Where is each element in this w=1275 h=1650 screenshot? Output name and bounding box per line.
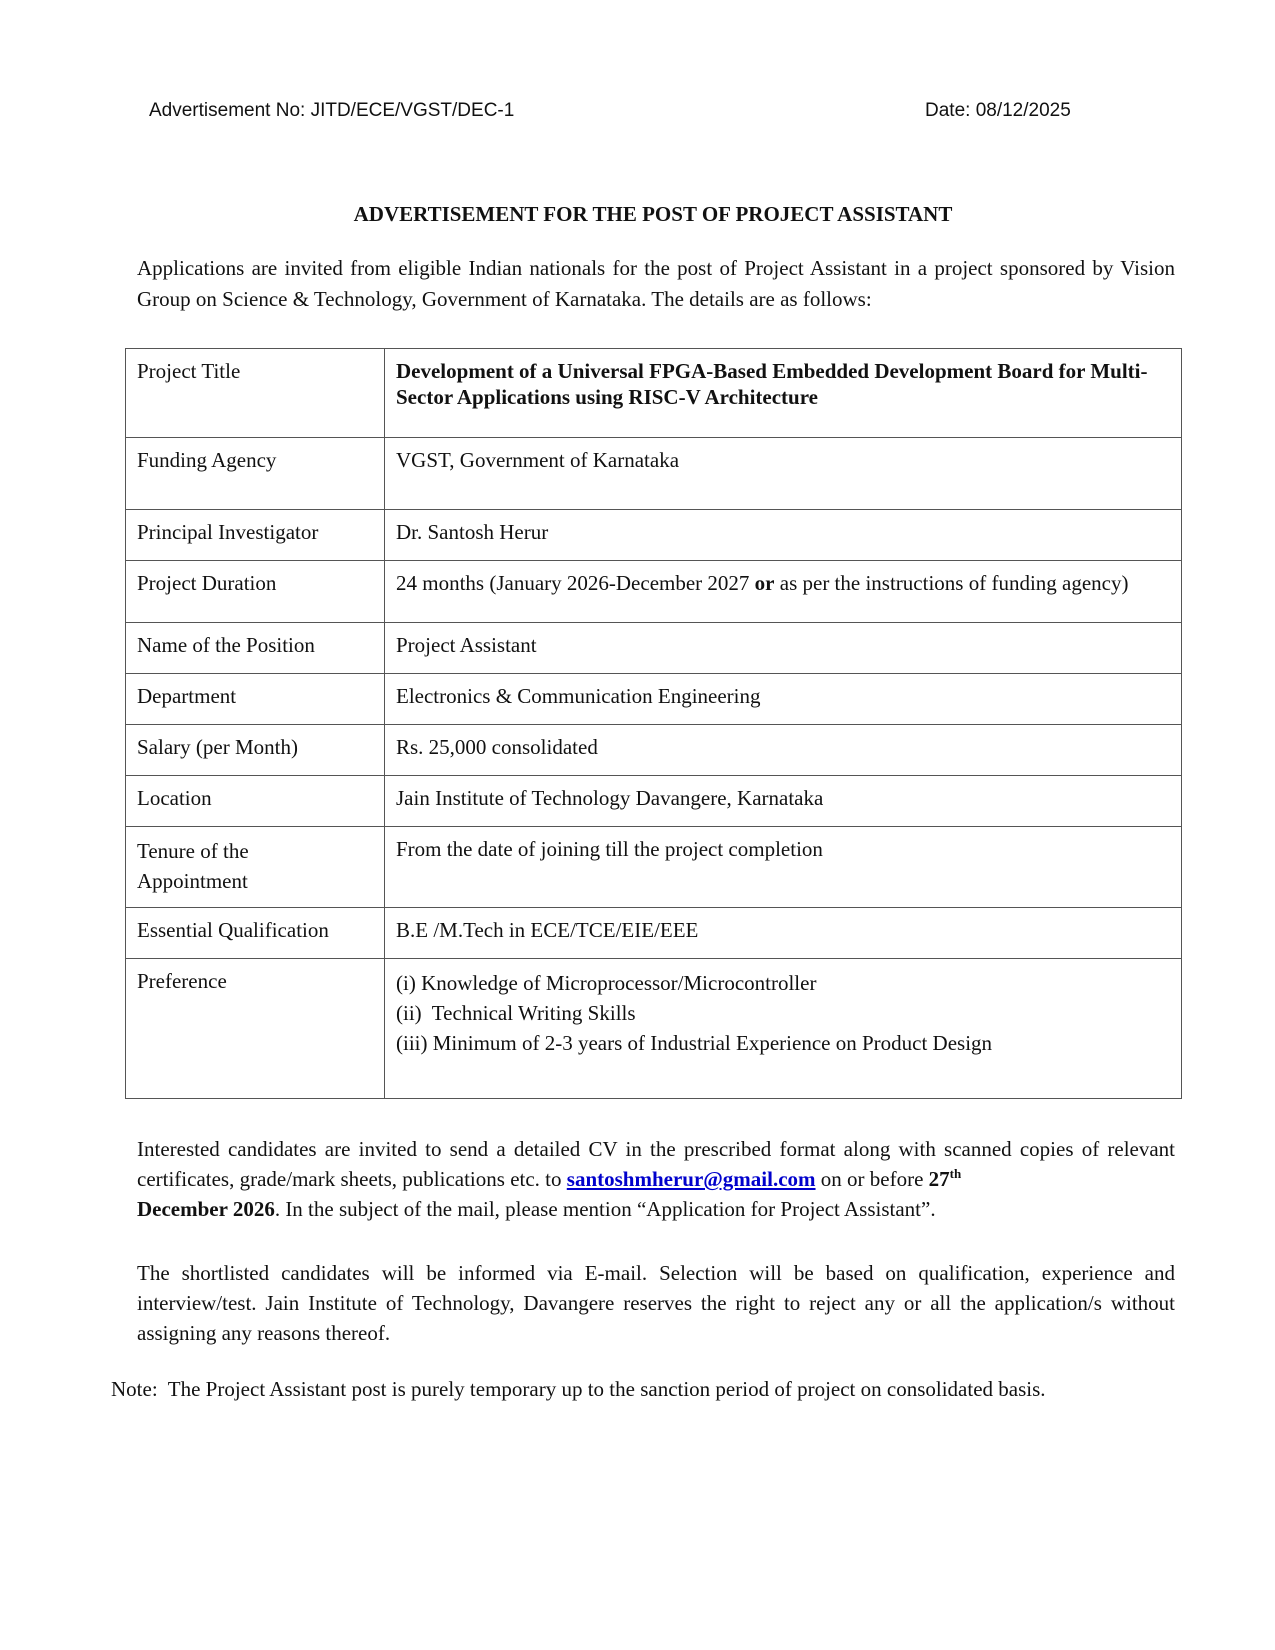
note: Note: The Project Assistant post is purely temporary up to the sanction period of project on consolidated basis. [111,1377,1046,1401]
table-row [126,510,1182,561]
table-row [126,561,1182,623]
deadline-day-number: 27 [928,1167,950,1191]
label-funding-agency: Funding Agency [126,438,385,510]
label-position: Name of the Position [126,623,385,674]
email-link[interactable]: santoshmherur@gmail.com [566,1167,816,1191]
value-position: Project Assistant [385,623,1182,674]
tenure-label-line-2: Appointment [137,869,248,893]
table-row [126,349,1182,438]
value-qualification: B.E /M.Tech in ECE/TCE/EIE/EEE [385,908,1182,959]
table-row [126,725,1182,776]
intro-paragraph: Applications are invited from eligible Indian nationals for the post of Project Assistant in a project sponsored by Vision Group on Science & Technology, Government of Karnataka. The details are as follows: [137,256,1175,311]
preference-item: (iii) Minimum of 2-3 years of Industrial Experience on Product Design [396,1031,993,1055]
value-funding-agency: VGST, Government of Karnataka [385,438,1182,510]
value-tenure: From the date of joining till the project completion [385,827,1182,908]
duration-text: 24 months (January 2026-December 2027 [396,571,755,595]
deadline-day [929,1167,962,1191]
table-row [126,827,1182,908]
value-principal-investigator: Dr. Santosh Herur [385,510,1182,561]
label-project-title: Project Title [126,349,385,438]
value-preference [385,959,1182,1099]
details-table [125,348,1182,1099]
advertisement-number: Advertisement No: JITD/ECE/VGST/DEC-1 [149,100,515,121]
preference-item: (i) Knowledge of Microprocessor/Microcontroller [396,971,817,995]
value-project-title [385,349,1182,438]
value-project-duration [385,561,1182,623]
selection-paragraph: The shortlisted candidates will be informed via E-mail. Selection will be based on qualification, experience and interview/test. Jain Institute of Technology, Davangere reserves the right to reject any or all the application/s without assigning any reasons thereof. [137,1261,1175,1345]
advertisement-date: Date: 08/12/2025 [925,100,1071,121]
preference-item: (ii) Technical Writing Skills [396,1001,636,1025]
deadline-day-suffix: th [949,1166,962,1181]
label-qualification: Essential Qualification [126,908,385,959]
label-preference: Preference [126,959,385,1099]
label-location: Location [126,776,385,827]
duration-or: or [754,571,775,595]
value-location: Jain Institute of Technology Davangere, Karnataka [385,776,1182,827]
tenure-label-line-1: Tenure of the [137,839,249,863]
label-department: Department [126,674,385,725]
value-salary: Rs. 25,000 consolidated [385,725,1182,776]
label-principal-investigator: Principal Investigator [126,510,385,561]
table-row [126,776,1182,827]
instructions-text: Interested candidates are invited to send a detailed CV in the prescribed format along with scanned copies of relevant certificates, grade/mark sheets, publications etc. to [137,1137,1175,1191]
duration-text-end: as per the instructions of funding agency) [774,571,1129,595]
deadline-month-year: December 2026 [137,1197,275,1221]
page-title: ADVERTISEMENT FOR THE POST OF PROJECT ASSISTANT [353,202,953,226]
table-row [126,623,1182,674]
value-department: Electronics & Communication Engineering [385,674,1182,725]
label-tenure [126,827,385,908]
table-row [126,959,1182,1099]
table-row [126,438,1182,510]
table-row [126,674,1182,725]
label-salary: Salary (per Month) [126,725,385,776]
instructions-text-mid: on or before [815,1167,929,1191]
table-row [126,908,1182,959]
project-title-text: Development of a Universal FPGA-Based Embedded Development Board for Multi-Sector Applications using RISC-V Architecture [396,359,1148,409]
instructions-text-end: . In the subject of the mail, please mention “Application for Project Assistant”. [274,1197,936,1221]
application-instructions [137,1134,1175,1224]
label-project-duration: Project Duration [126,561,385,623]
